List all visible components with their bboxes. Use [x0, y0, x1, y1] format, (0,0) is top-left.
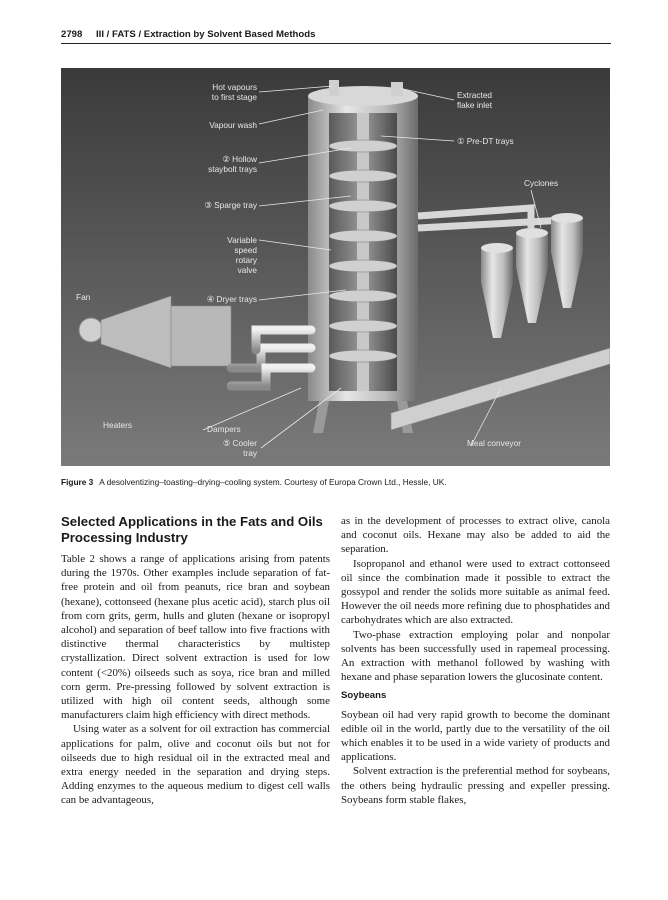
fan-text: Fan: [76, 292, 91, 302]
fan: [79, 318, 103, 342]
running-title: III / FATS / Extraction by Solvent Based Methods: [96, 29, 316, 40]
label-rotary-valve: [179, 235, 257, 275]
label-pre-dt-trays: [457, 136, 514, 146]
paragraph-water-solvent: Using water as a solvent for oil extraction has commercial applications for palm, olive and coconut oils but not for oilseeds due to high residual oil in the extracted meal and extra energy needed in the separation and drying steps. Adding enzymes to the aqueous medium to digest cell walls can be advantageous,: [61, 723, 330, 807]
label-dryer-trays: [169, 294, 257, 304]
label-meal-conveyor: [467, 438, 521, 448]
label-heaters: [103, 420, 132, 430]
caption-label: Figure 3: [61, 477, 94, 487]
desolventizer-illustration: [61, 68, 610, 466]
label-dampers: [207, 424, 241, 434]
paragraph-two-phase: Two-phase extraction employing polar and nonpolar solvents has been successfully used in rapemeal processing. An extraction with methanol followed by washing with hexane and phase separation lowers the glucosinate content.: [341, 628, 610, 684]
label-sparge-tray: [169, 200, 257, 210]
running-header: [61, 29, 611, 44]
hollow-staybolt-text: ② Hollow staybolt trays: [208, 154, 257, 174]
label-extracted-flake: [457, 90, 492, 110]
paragraph-hexane: as in the development of processes to extract olive, canola and coconut oils. Hexane may also be added to aid the separation.: [341, 515, 610, 556]
paragraph-table-2: Table 2 shows a range of applications arising from patents during the 1970s. Other examples include separation of fat-free protein and oil from peanuts, rice bran and soybean (hexane), cottonseed (hexane plus acetic acid), starch plus oil from corn grits, germ, hulls and gluten (hexane or isopropyl alcohol) and separation of beef tallow into five fractions with distinctive thermal characteristics by multistep crystallization. Direct solvent extraction is used for low content (<20%) oilseeds such as soya, rice bran and milled corn germ. Pre-pressing followed by solvent extraction is utilized with high oil content seeds, although some manufacturers claim high efficiency with direct methods.: [61, 553, 330, 722]
dampers-text: Dampers: [207, 424, 241, 434]
page-number: 2798: [61, 29, 83, 40]
pre-dt-trays-text: ① Pre-DT trays: [457, 136, 514, 146]
cyclones-text: Cyclones: [524, 178, 559, 188]
label-fan: [76, 292, 90, 302]
figure-caption: [61, 477, 611, 487]
label-cyclones: [524, 178, 558, 188]
extracted-flake-text: Extracted flake inlet: [457, 90, 493, 110]
rotary-valve-text: Variable speed rotary valve: [227, 235, 257, 275]
label-cooler-tray: [179, 438, 257, 458]
label-vapour-wash: [179, 120, 257, 130]
heater-box: [171, 306, 231, 366]
subheading-soybeans: Soybeans: [341, 690, 387, 702]
sparge-tray-text: ③ Sparge tray: [204, 200, 257, 210]
vapour-wash-text: Vapour wash: [209, 120, 257, 130]
heaters-text: Heaters: [103, 420, 133, 430]
hot-vapours-text: Hot vapours to first stage: [211, 82, 257, 102]
label-hot-vapours: [179, 82, 257, 102]
right-column: [341, 514, 610, 807]
caption-text: A desolventizing–toasting–drying–cooling system. Courtesy of Europa Crown Ltd., Hessle, UK.: [99, 477, 447, 487]
left-column: [61, 514, 330, 808]
figure-3-photo: [61, 68, 610, 466]
dryer-trays-text: ④ Dryer trays: [206, 294, 257, 304]
label-hollow-staybolt: [179, 154, 257, 174]
paragraph-isopropanol: Isopropanol and ethanol were used to extract cottonseed oil since the combination made it possible to extract the gossypol and render the solids more suitable as animal feed. However the oil needs more refining due to phosphatides and carbohydrates which are also extracted.: [341, 557, 610, 627]
meal-conveyor-text: Meal conveyor: [467, 438, 521, 448]
cooler-tray-text: ⑤ Cooler tray: [222, 438, 257, 458]
section-heading: Selected Applications in the Fats and Oils Processing Industry: [61, 514, 323, 545]
paragraph-soybean-oil: Soybean oil had very rapid growth to become the dominant edible oil in the world, partly due to the versatility of the oil which enables it to be used in a wide variety of products and applications.: [341, 708, 610, 764]
paragraph-solvent-extraction: Solvent extraction is the preferential method for soybeans, the others being hydraulic pressing and expeller pressing. Soybeans form stable flakes,: [341, 765, 610, 806]
